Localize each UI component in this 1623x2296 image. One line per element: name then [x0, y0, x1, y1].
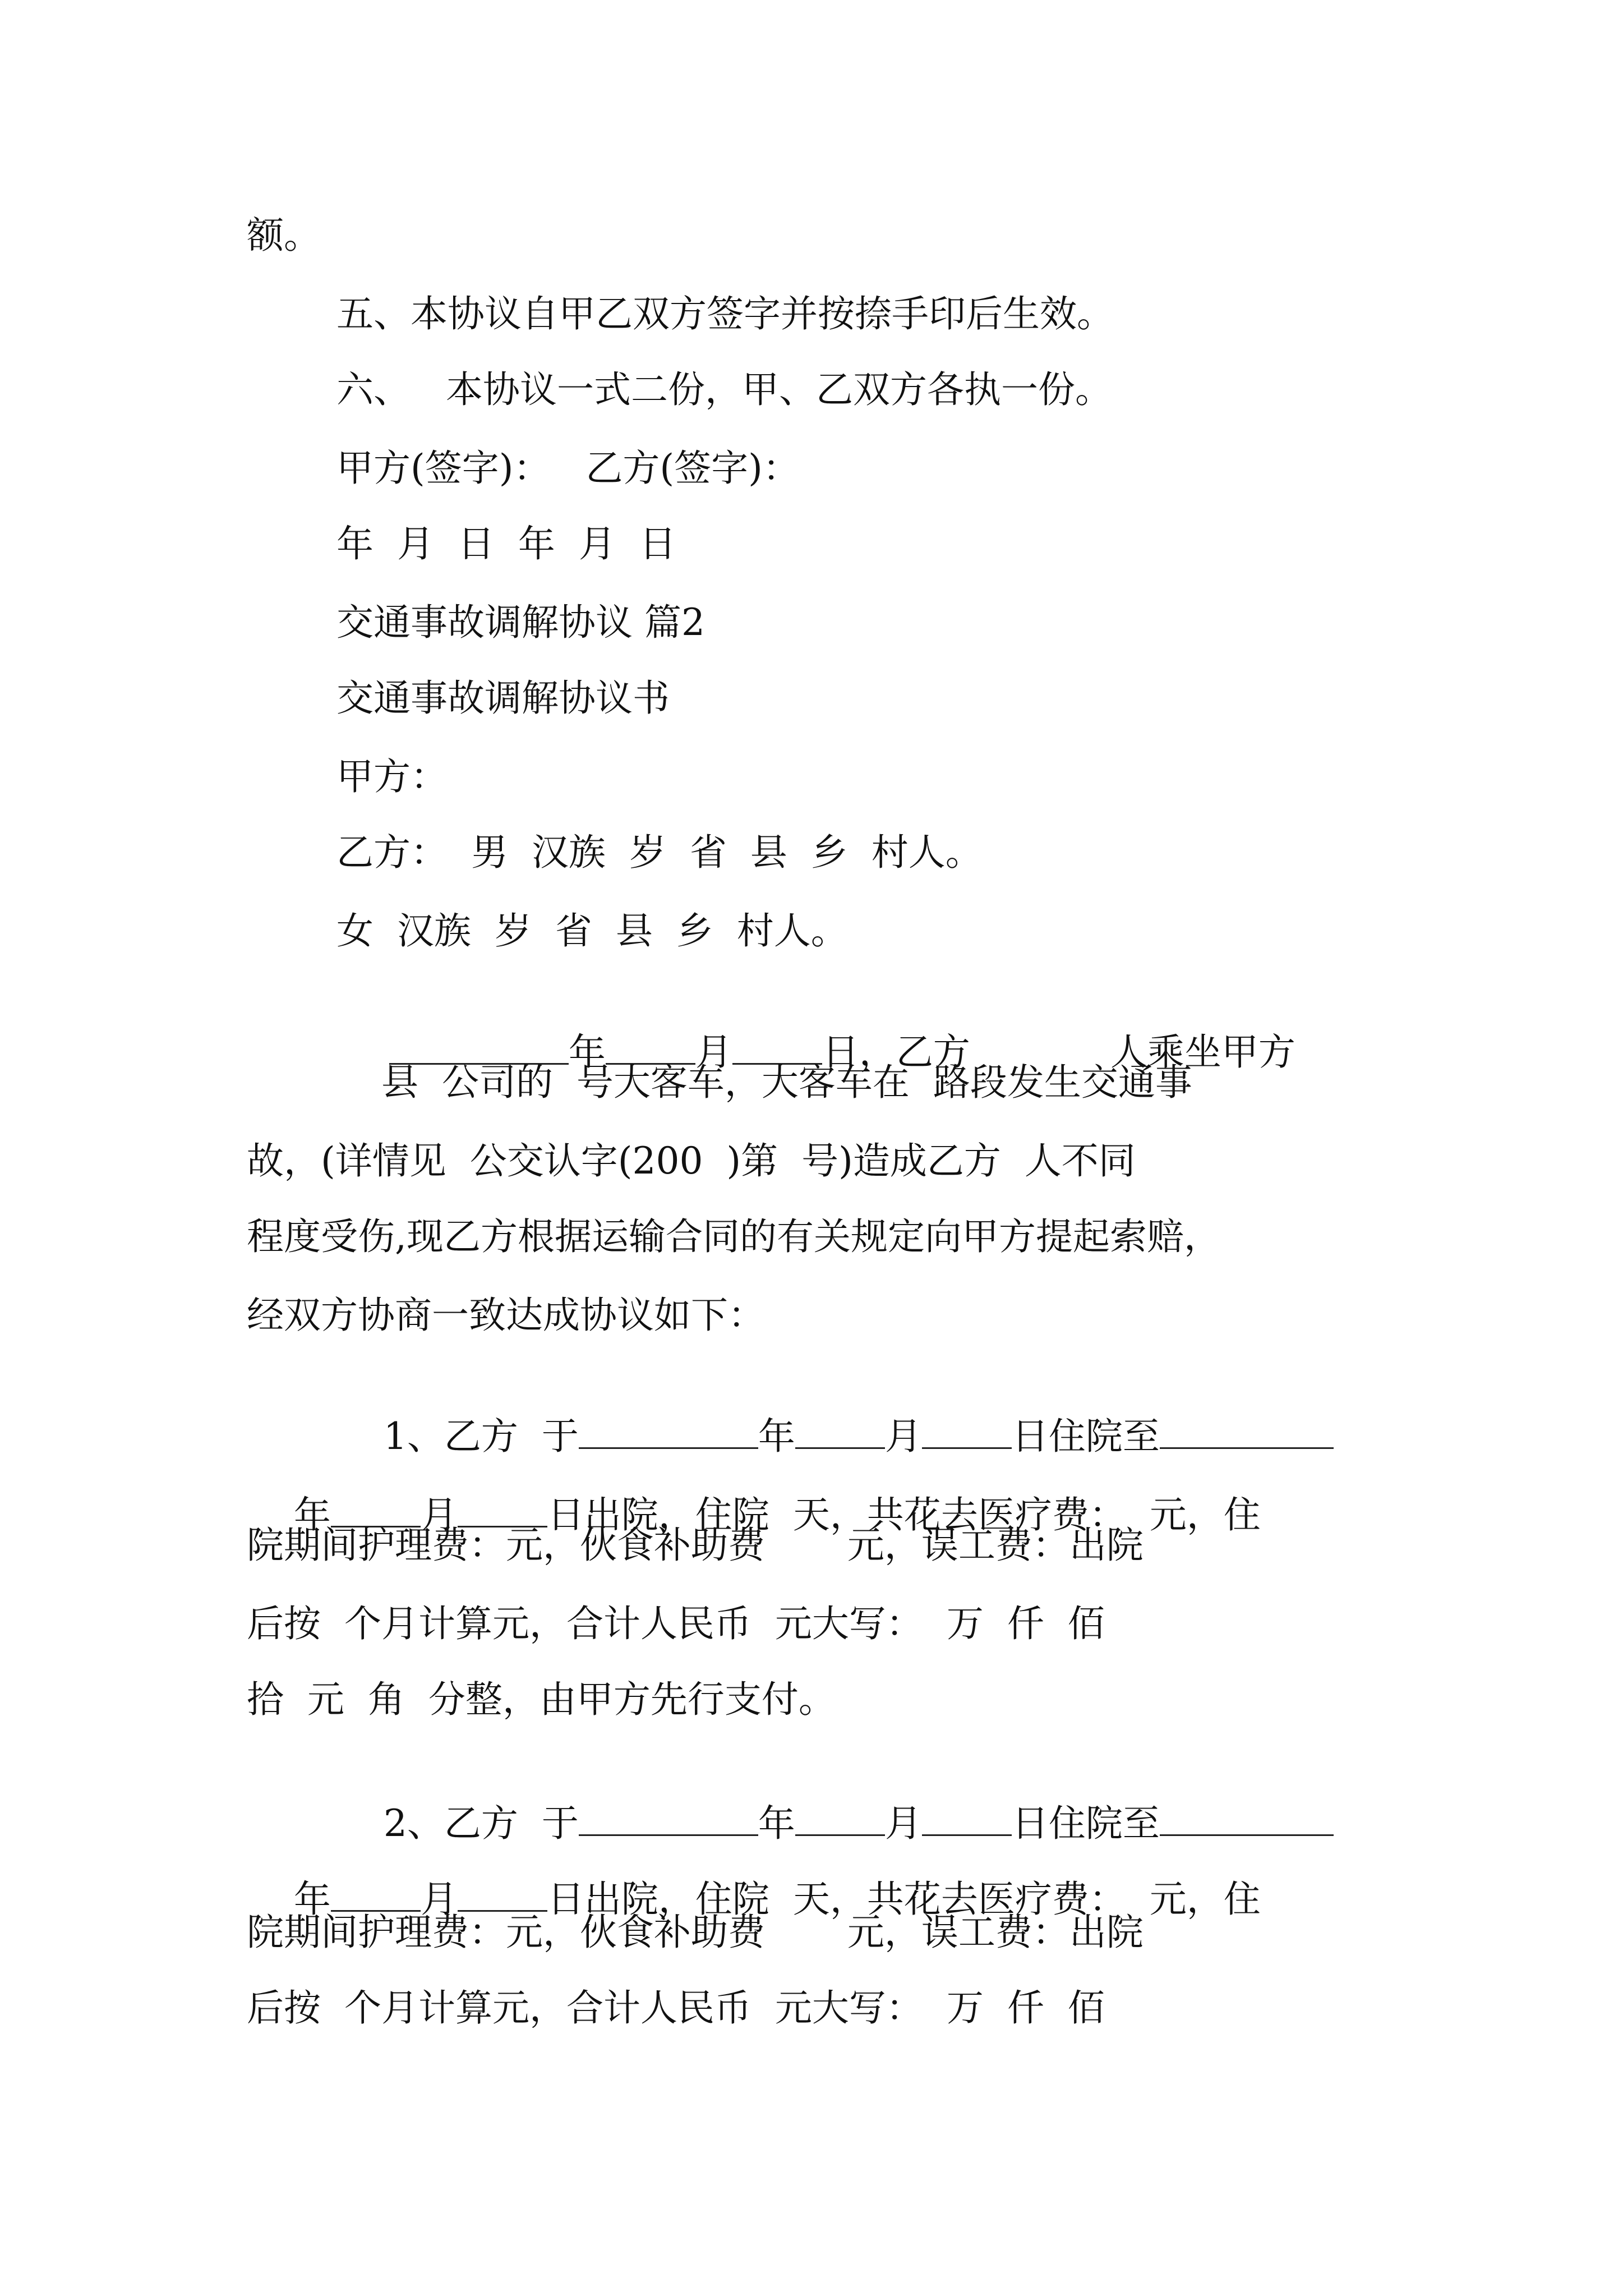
blank-underline [331, 1492, 421, 1527]
text-segment: 年 [293, 1878, 331, 1921]
text-segment: 年 [293, 1493, 331, 1536]
blank-underline [458, 1492, 547, 1527]
text-segment: 1、乙方 于 [383, 1415, 579, 1458]
text-segment: 年 [758, 1415, 795, 1458]
text-segment: 月 [884, 1802, 922, 1845]
text-line: 故，(详情见 公交认字(200 )第 号)造成乙方 人不同 [247, 1139, 1136, 1182]
text-segment: 月 [695, 1030, 732, 1074]
text-segment: 年 [758, 1802, 795, 1845]
blank-underline [922, 1414, 1012, 1449]
text-segment: 日出院，住院 天，共花去医疗费： 元，住 [547, 1493, 1261, 1536]
blank-underline [732, 1029, 822, 1065]
text-segment: 月 [884, 1415, 922, 1458]
text-line: 额。 [247, 214, 321, 257]
text-line: 程度受伤,现乙方根据运输合同的有关规定向甲方提起索赔， [247, 1215, 1221, 1258]
text-line: 县 公司的 号大客车，大客车在 路段发生交通事 [381, 1061, 1192, 1104]
text-line: 院期间护理费：元，伙食补助费 元，误工费：出院 [247, 1524, 1144, 1567]
document-title: 交通事故调解协议书 [336, 677, 670, 720]
text-segment: 月 [420, 1878, 458, 1921]
text-segment: 人乘坐甲方 [1110, 1030, 1295, 1074]
text-line: 院期间护理费：元，伙食补助费 元，误工费：出院 [247, 1911, 1144, 1954]
text-segment: 日住院至 [1011, 1802, 1160, 1845]
text-line: 六、 本协议一式二份，甲、乙双方各执一份。 [336, 368, 1112, 411]
text-segment: 日住院至 [1011, 1415, 1160, 1458]
text-line: 后按 个月计算元，合计人民币 元大写： 万 仟 佰 [247, 1986, 1105, 2030]
text-line: 女 汉族 岁 省 县 乡 村人。 [336, 909, 848, 953]
text-segment: 日，乙方 [822, 1030, 970, 1074]
blank-underline [922, 1801, 1012, 1836]
text-line: 年 月 日 年 月 日 [336, 522, 676, 565]
blank-underline [389, 1029, 569, 1065]
text-line: 经双方协商一致达成协议如下： [247, 1294, 765, 1337]
blank-underline [795, 1801, 885, 1836]
blank-underline [579, 1801, 758, 1836]
blank-underline [795, 1414, 885, 1449]
blank-underline [579, 1414, 758, 1449]
text-segment: 月 [420, 1493, 458, 1536]
text-line: 甲方(签字)： 乙方(签字)： [336, 447, 800, 490]
blank-underline [606, 1029, 695, 1065]
text-line: 五、本协议自甲乙双方签字并按捺手印后生效。 [336, 292, 1114, 335]
text-line: 拾 元 角 分整，由甲方先行支付。 [247, 1678, 836, 1721]
blank-underline [1160, 1414, 1334, 1449]
blank-underline [1160, 1801, 1334, 1836]
text-segment: 2、乙方 于 [383, 1802, 579, 1845]
text-line: 甲方： [336, 755, 448, 798]
section-heading: 交通事故调解协议 篇2 [336, 601, 705, 644]
text-line: 乙方： 男 汉族 岁 省 县 乡 村人。 [336, 831, 983, 874]
blank-underline [458, 1876, 547, 1912]
blank-underline [331, 1876, 421, 1912]
text-line: 后按 个月计算元，合计人民币 元大写： 万 仟 佰 [247, 1602, 1105, 1645]
text-segment: 日出院，住院 天，共花去医疗费： 元，住 [547, 1878, 1261, 1921]
text-segment: 年 [568, 1030, 606, 1074]
